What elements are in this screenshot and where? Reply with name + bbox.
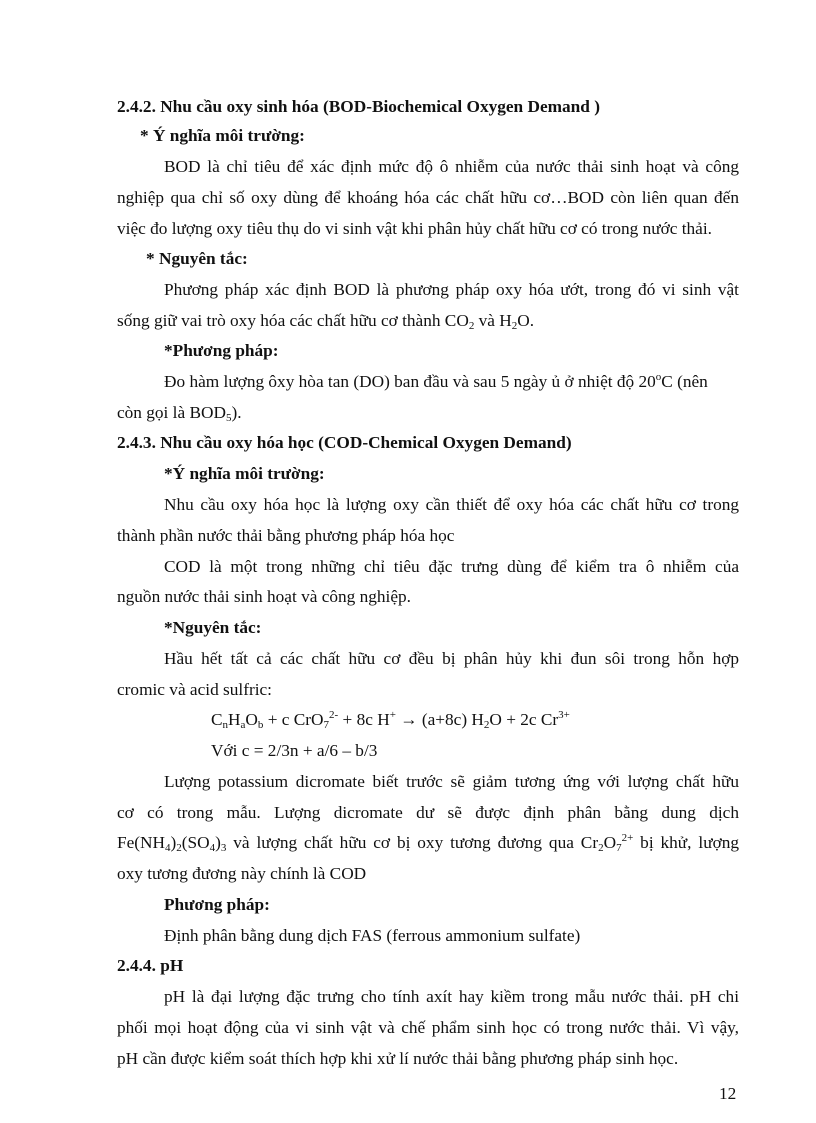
section-heading-cod: 2.4.3. Nhu cầu oxy hóa học (COD-Chemical Oxygen Demand) — [117, 433, 572, 452]
paragraph-line: Hầu hết tất cả các chất hữu cơ đều bị phân hủy khi đun sôi trong hỗn hợp — [164, 649, 739, 668]
paragraph-line: phối mọi hoạt động của vi sinh vật và chế phẩm sinh học có trong nước thải. Vì vậy, — [117, 1018, 739, 1037]
paragraph-line: BOD là chỉ tiêu để xác định mức độ ô nhiễm của nước thải sinh hoạt và công — [164, 157, 739, 176]
paragraph-line: Lượng potassium dicromate biết trước sẽ giảm tương ứng với lượng chất hữu — [164, 772, 739, 791]
subheading-environmental-meaning: *Ý nghĩa môi trường: — [164, 464, 325, 483]
paragraph-line: cromic và acid sulfric: — [117, 680, 272, 699]
subheading-principle: *Nguyên tắc: — [164, 618, 262, 637]
paragraph-line: nghiệp qua chỉ số oxy dùng để khoáng hóa các chất hữu cơ…BOD còn liên quan đến — [117, 188, 739, 207]
paragraph-line: oxy tương đương này chính là COD — [117, 864, 367, 883]
paragraph-line: Nhu cầu oxy hóa học là lượng oxy cần thiết để oxy hóa các chất hữu cơ trong — [164, 495, 739, 514]
paragraph-line-formulas: $Fe(NH_4)_2(SO_4)_3$ và lượng chất hữu cơ bị oxy tương đương qua $Cr_2O_7^{2+}$ bị khử, lượng — [117, 832, 739, 854]
chemical-equation: $C_nH_aO_b + c$ CrO$_7^{2-}$ + 8c H+ → (a+8c) $H_2O + 2c$ $Cr^{3+}$ — [211, 709, 570, 731]
subheading-principle: * Nguyên tắc: — [146, 249, 248, 268]
paragraph-line-bod5: còn gọi là $BOD_5$). — [117, 403, 242, 424]
paragraph-line: việc đo lượng oxy tiêu thụ do vi sinh vật khi phân hủy chất hữu cơ có trong nước thải. — [117, 219, 712, 238]
equation-coefficients: Với c = 2/3n + a/6 – b/3 — [211, 741, 378, 760]
section-heading-bod: 2.4.2. Nhu cầu oxy sinh hóa (BOD-Biochemical Oxygen Demand ) — [117, 97, 600, 116]
section-heading-ph: 2.4.4. pH — [117, 956, 184, 975]
paragraph-line: Phương pháp xác định BOD là phương pháp oxy hóa ướt, trong đó vi sinh vật — [164, 280, 739, 299]
paragraph-line: pH cần được kiểm soát thích hợp khi xử lí nước thải bằng phương pháp sinh học. — [117, 1049, 679, 1068]
subheading-method: *Phương pháp: — [164, 341, 279, 360]
paragraph-line-co2-h2o: sống giữ vai trò oxy hóa các chất hữu cơ thành $CO_2$ và $H_2O$. — [117, 311, 535, 332]
paragraph-line: nguồn nước thải sinh hoạt và công nghiệp. — [117, 587, 411, 606]
paragraph-line-temperature: Đo hàm lượng ôxy hòa tan (DO) ban đầu và sau 5 ngày ủ ở nhiệt độ 20$^o$C (nên — [164, 371, 708, 391]
paragraph-line: pH là đại lượng đặc trưng cho tính axít hay kiềm trong mẫu nước thải. pH chi — [164, 987, 739, 1006]
subheading-method: Phương pháp: — [164, 895, 270, 914]
paragraph-line: thành phần nước thải bằng phương pháp hóa học — [117, 526, 455, 545]
paragraph-line: COD là một trong những chỉ tiêu đặc trưng dùng để kiểm tra ô nhiễm của — [164, 557, 739, 576]
paragraph-line: cơ có trong mẫu. Lượng dicromate dư sẽ được định phân bằng dung dịch — [117, 803, 739, 822]
paragraph-line: Định phân bằng dung dịch FAS (ferrous ammonium sulfate) — [164, 926, 581, 945]
subheading-environmental-meaning: * Ý nghĩa môi trường: — [140, 126, 305, 145]
page-number: 12 — [719, 1084, 737, 1103]
